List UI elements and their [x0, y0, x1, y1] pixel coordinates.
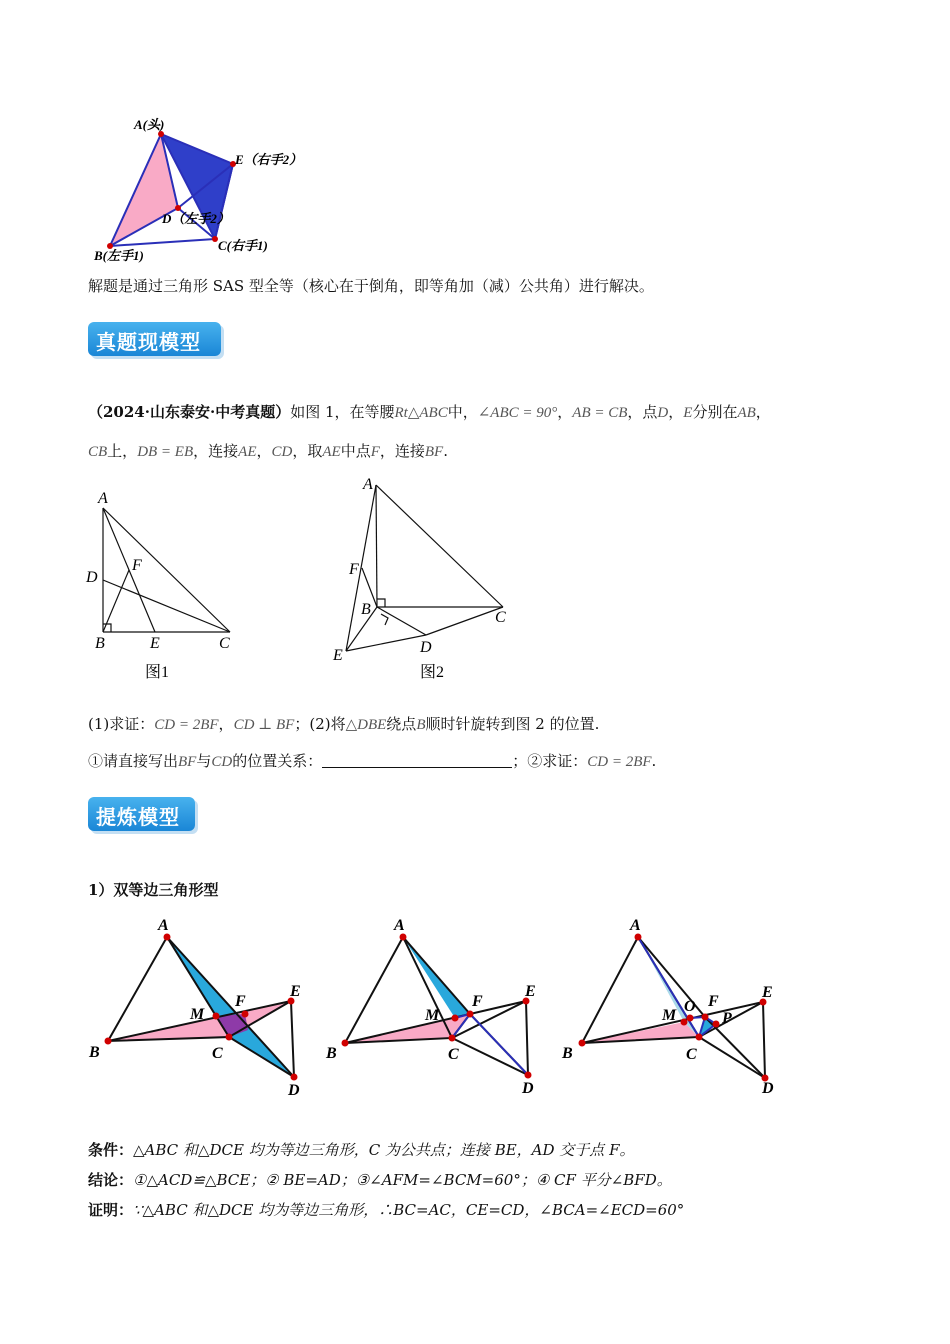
m: F [370, 444, 380, 460]
f1-b: B [95, 635, 105, 652]
f1-c: C [219, 635, 230, 652]
t: ，连接 [379, 442, 425, 460]
t: 分别在 [692, 403, 738, 421]
figure-1 [80, 485, 250, 685]
m: CD ⊥ BF [233, 717, 295, 733]
m: CD = 2BF [587, 754, 652, 770]
banner-real-questions-label: 真题现模型 [96, 330, 201, 354]
problem-source: （2024·山东泰安·中考真题） [88, 403, 291, 421]
t: 上， [107, 442, 138, 460]
f2-a: A [363, 476, 373, 493]
t: ，点 [627, 403, 658, 421]
question-line-1 [88, 714, 599, 735]
t: ；②求证： [512, 752, 588, 770]
label-d: D（左手2） [162, 211, 230, 226]
proof-text: ∵△ABC 和△DCE 均为等边三角形，∴BC=AC，CE=CD，∠BCA=∠ECD=60° [133, 1201, 685, 1219]
m: CD [211, 754, 233, 770]
f1-a: A [98, 490, 108, 507]
f1-e: E [150, 635, 160, 652]
t: ，取 [292, 442, 323, 460]
t: ①请直接写出 [88, 752, 179, 770]
problem-line-1 [88, 402, 771, 423]
m: Rt△ABC [394, 405, 448, 421]
t: ， [755, 403, 771, 421]
t: ， [668, 403, 684, 421]
m: AB [737, 405, 756, 421]
m3-b: B [562, 1045, 573, 1062]
question-line-2 [88, 751, 656, 772]
model-figure-3 [558, 910, 788, 1100]
proof-line [88, 1200, 684, 1220]
model-title: 1）双等边三角形型 [88, 881, 219, 899]
m3-d: D [762, 1080, 774, 1097]
m3-p: P [722, 1010, 732, 1027]
t: 中点 [340, 442, 371, 460]
m: CD [271, 444, 293, 460]
top-rotation-figure [80, 110, 340, 270]
m3-f: F [708, 993, 719, 1010]
m1-f: F [235, 993, 246, 1010]
f2-f: F [349, 561, 359, 578]
label-b: B(左手1) [94, 248, 144, 263]
t: ， [557, 403, 573, 421]
m: B [416, 717, 426, 733]
m1-d: D [288, 1082, 300, 1099]
t: (1)求证： [88, 715, 155, 733]
conclusion-text: ①△ACD≌△BCE；② BE=AD；③∠AFM=∠BCM=60°；④ CF 平分∠BFD。 [133, 1171, 672, 1189]
intro-text: 解题是通过三角形 SAS 型全等（核心在于倒角，即等角加（减）公共角）进行解决。 [88, 277, 654, 295]
condition-line [88, 1140, 634, 1160]
model-figure-2 [322, 910, 552, 1100]
m2-a: A [394, 917, 405, 934]
answer-blank[interactable] [322, 753, 512, 768]
m3-a: A [630, 917, 641, 934]
m2-m: M [425, 1007, 440, 1024]
m3-e: E [762, 984, 773, 1001]
t: 的位置关系： [232, 752, 323, 770]
m: CB [88, 444, 108, 460]
model-figure-1 [85, 910, 315, 1100]
pink-triangle [110, 134, 178, 246]
m1-e: E [290, 983, 301, 1000]
m: E [683, 405, 693, 421]
label-a: A(头) [134, 117, 165, 132]
m1-c: C [212, 1045, 223, 1062]
m2-e: E [525, 983, 536, 1000]
conclusion-line [88, 1170, 672, 1190]
m: △DBE [345, 717, 387, 733]
t: 如图 1，在等腰 [290, 403, 395, 421]
m: AE [322, 444, 341, 460]
t: ， [218, 715, 234, 733]
m1-m: M [190, 1006, 205, 1023]
f2-e: E [333, 647, 343, 664]
t: ，连接 [193, 442, 239, 460]
m2-c: C [448, 1046, 459, 1063]
m: DB = EB [137, 444, 194, 460]
m3-c: C [686, 1046, 697, 1063]
m: AB = CB [572, 405, 628, 421]
banner-extract-model-label: 提炼模型 [96, 805, 180, 829]
m1-b: B [89, 1044, 100, 1061]
m3-m: M [662, 1007, 677, 1024]
t: 与 [196, 752, 212, 770]
t: ， [256, 442, 272, 460]
banner-real-questions [88, 322, 221, 356]
label-e: E（右手2） [235, 152, 303, 167]
m: BF [178, 754, 197, 770]
m: BF [424, 444, 444, 460]
t: 顺时针旋转到图 2 的位置. [425, 715, 600, 733]
m: AE [238, 444, 257, 460]
t: 绕点 [386, 715, 417, 733]
line-bc [110, 239, 215, 246]
f1-f: F [132, 557, 142, 574]
m2-d: D [522, 1080, 534, 1097]
condition-label: 条件： [88, 1141, 134, 1159]
m: CD = 2BF [154, 717, 219, 733]
f2-b: B [361, 601, 371, 618]
condition-text: △ABC 和△DCE 均为等边三角形，C 为公共点；连接 BE，AD 交于点 F。 [133, 1141, 635, 1159]
m1-a: A [158, 917, 169, 934]
m2-f: F [472, 993, 483, 1010]
problem-line-2 [88, 441, 448, 462]
f2-c: C [495, 609, 506, 626]
figure-2 [325, 470, 525, 685]
proof-label: 证明： [88, 1201, 134, 1219]
f1-d: D [86, 569, 98, 586]
f1-caption: 图1 [145, 664, 170, 681]
banner-extract-model [88, 797, 195, 831]
m: ∠ABC = 90° [477, 405, 558, 421]
label-c: C(右手1) [218, 238, 268, 253]
t: . [443, 442, 448, 460]
t: . [651, 752, 657, 770]
m: D [657, 405, 669, 421]
conclusion-label: 结论： [88, 1171, 134, 1189]
t: 中， [447, 403, 478, 421]
m3-o: O [684, 998, 696, 1015]
f2-caption: 图2 [420, 664, 445, 681]
f2-d: D [420, 639, 432, 656]
t: ；(2)将 [294, 715, 346, 733]
m2-b: B [326, 1045, 337, 1062]
